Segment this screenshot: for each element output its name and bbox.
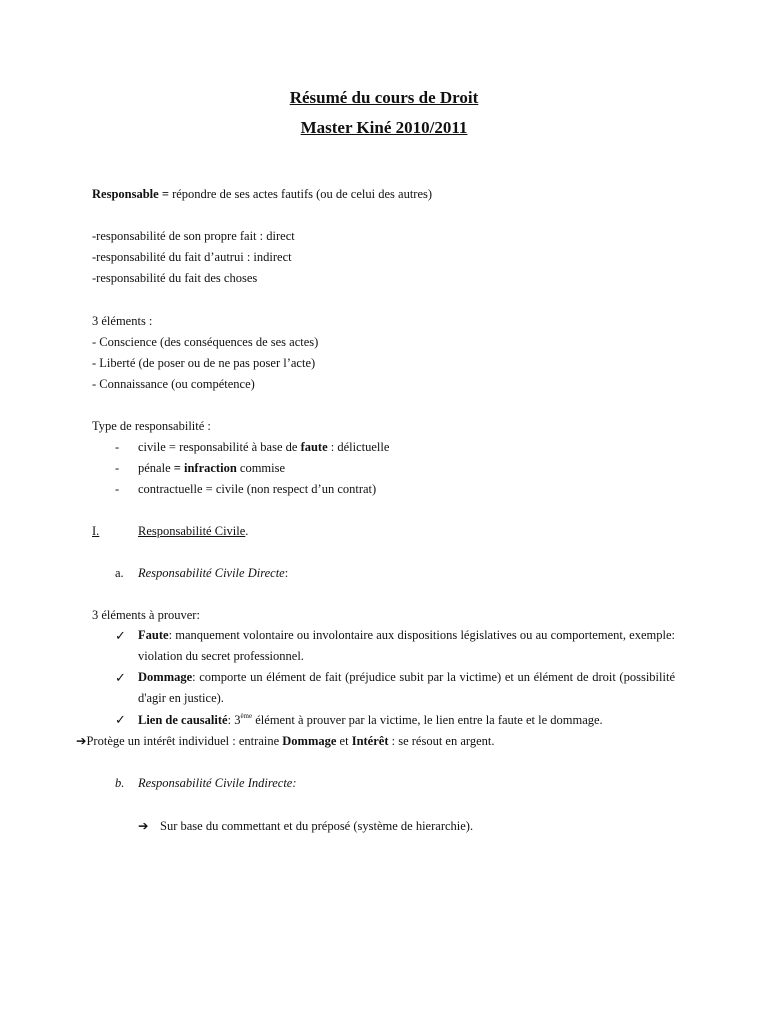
subsection-heading: Responsabilité Civile Directe:	[138, 566, 289, 580]
section-heading: Responsabilité Civile.	[138, 524, 249, 538]
subsection-letter: a.	[115, 566, 124, 580]
section-number: I.	[92, 524, 100, 538]
list-item-contractuelle: contractuelle = civile (non respect d’un contrat)	[138, 482, 377, 496]
definition-text: répondre de ses actes fautifs (ou de celui des autres)	[172, 187, 433, 201]
arrow-right-icon: ➔	[76, 734, 87, 748]
paragraph-faute: Faute: manquement volontaire ou involontaire aux dispositions législatives ou au comportement, exemple: violation du secret professionnel.	[138, 628, 675, 663]
list-item: - Liberté (de poser ou de ne pas poser l’acte)	[92, 356, 316, 370]
protege-line: ➔Protège un intérêt individuel : entraine Dommage et Intérêt : se résout en argent.	[76, 734, 495, 748]
list-item: -responsabilité du fait d’autrui : indirect	[92, 250, 292, 264]
subsection-letter: b.	[115, 776, 125, 790]
list-item: - Conscience (des conséquences de ses actes)	[92, 335, 319, 349]
subsection-heading: Responsabilité Civile Indirecte:	[138, 776, 297, 790]
definition-responsable	[92, 186, 432, 202]
document-subtitle: Master Kiné 2010/2011	[300, 118, 468, 137]
dash-bullet: -	[115, 482, 120, 496]
checkmark-icon: ✓	[115, 628, 126, 643]
document-title: Résumé du cours de Droit	[289, 88, 479, 107]
checkmark-icon: ✓	[115, 712, 126, 727]
list-item-penale: pénale = infraction commise	[138, 461, 286, 475]
prove-heading: 3 éléments à prouver:	[92, 608, 200, 622]
dash-bullet: -	[115, 461, 120, 475]
equals-sign: =	[158, 187, 173, 201]
term-responsable: Responsable	[92, 187, 159, 201]
type-resp-heading: Type de responsabilité :	[92, 419, 211, 433]
arrow-right-icon: ➔	[138, 819, 149, 833]
list-item-civile: civile = responsabilité à base de faute : délictuelle	[138, 440, 390, 454]
elements-heading: 3 éléments :	[92, 314, 153, 328]
sur-base-line: Sur base du commettant et du préposé (système de hierarchie).	[160, 819, 474, 833]
list-item: -responsabilité de son propre fait : direct	[92, 229, 295, 243]
paragraph-lien: Lien de causalité: 3ème élément à prouver par la victime, le lien entre la faute et le dommage.	[138, 712, 603, 727]
checkmark-icon: ✓	[115, 670, 126, 685]
list-item: -responsabilité du fait des choses	[92, 271, 258, 285]
list-item: - Connaissance (ou compétence)	[92, 377, 255, 391]
paragraph-dommage: Dommage: comporte un élément de fait (préjudice subit par la victime) et un élément de droit (possibilité d'agir en justice).	[138, 670, 675, 705]
dash-bullet: -	[115, 440, 120, 454]
